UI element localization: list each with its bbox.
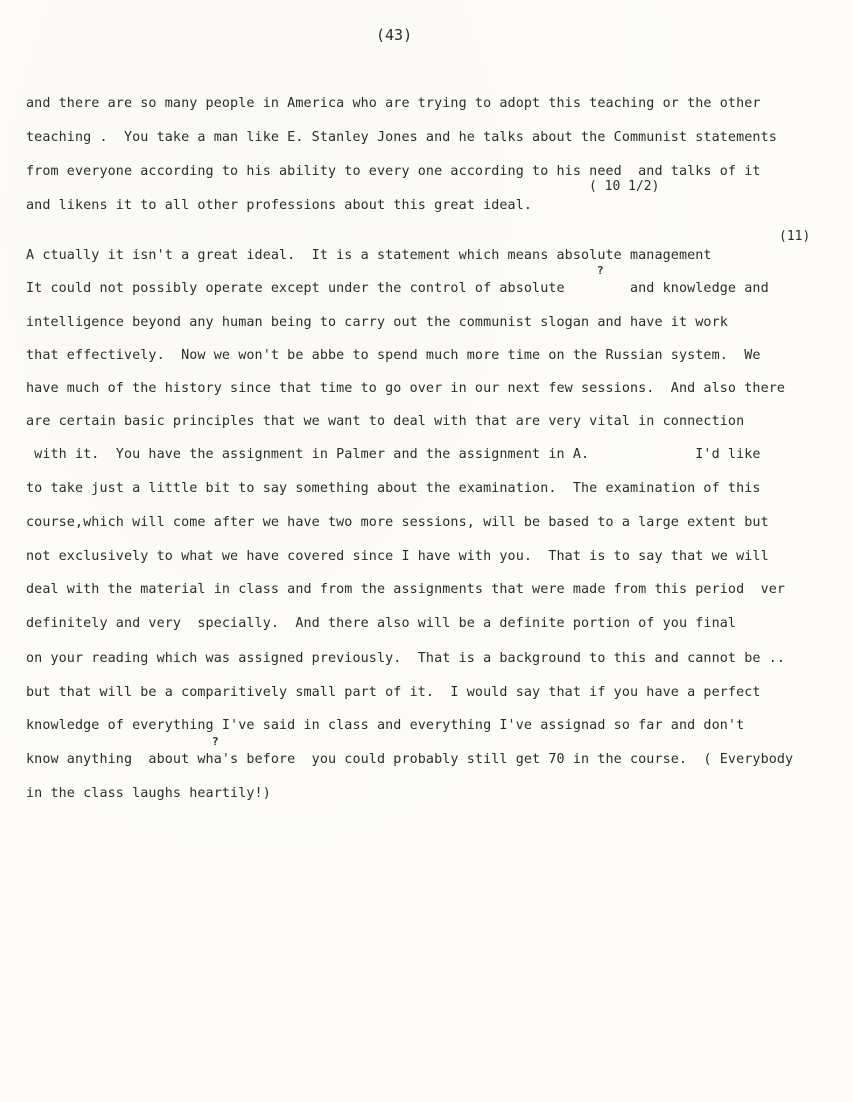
query-mark-2: ?	[212, 735, 219, 748]
margin-note-eleven: (11)	[779, 229, 811, 244]
text-line-10: are certain basic principles that we want to deal with that are very vital in connection	[26, 414, 745, 429]
text-line-17: on your reading which was assigned previously. That is a background to this and cannot be ..	[26, 651, 786, 666]
page-number: (43)	[376, 26, 413, 44]
text-line-19: knowledge of everything I've said in class and everything I've assignad so far and don't	[26, 718, 745, 733]
text-line-12: to take just a little bit to say something about the examination. The examination of this	[26, 481, 761, 496]
query-mark-1: ?	[597, 264, 604, 277]
text-line-11: with it. You have the assignment in Palmer and the assignment in A. I'd like	[26, 447, 761, 462]
text-line-14: not exclusively to what we have covered since I have with you. That is to say that we will	[26, 549, 769, 564]
text-line-13: course,which will come after we have two more sessions, will be based to a large extent but	[26, 515, 769, 530]
text-line-21: in the class laughs heartily!)	[26, 786, 271, 801]
text-line-6: It could not possibly operate except under the control of absolute and knowledge and	[26, 281, 769, 296]
text-line-1: and there are so many people in America who are trying to adopt this teaching or the other	[26, 96, 761, 111]
text-line-15: deal with the material in class and from the assignments that were made from this period ver	[26, 582, 786, 597]
text-line-18: but that will be a comparitively small part of it. I would say that if you have a perfect	[26, 685, 761, 700]
text-line-16: definitely and very specially. And there also will be a definite portion of you final	[26, 616, 737, 631]
text-line-8: that effectively. Now we won't be abbe to spend much more time on the Russian system. We	[26, 348, 761, 363]
margin-note-ten-half: ( 10 1/2)	[589, 179, 660, 194]
text-line-20: know anything about wha's before you could probably still get 70 in the course. ( Everybody	[26, 752, 794, 767]
text-line-9: have much of the history since that time to go over in our next few sessions. And also there	[26, 381, 786, 396]
text-line-5: A ctually it isn't a great ideal. It is a statement which means absolute management	[26, 248, 712, 263]
text-line-4: and likens it to all other professions about this great ideal.	[26, 198, 533, 213]
text-line-2: teaching . You take a man like E. Stanley Jones and he talks about the Communist statements	[26, 130, 777, 145]
text-line-7: intelligence beyond any human being to carry out the communist slogan and have it work	[26, 315, 728, 330]
text-line-3: from everyone according to his ability to every one according to his need and talks of it	[26, 164, 761, 179]
